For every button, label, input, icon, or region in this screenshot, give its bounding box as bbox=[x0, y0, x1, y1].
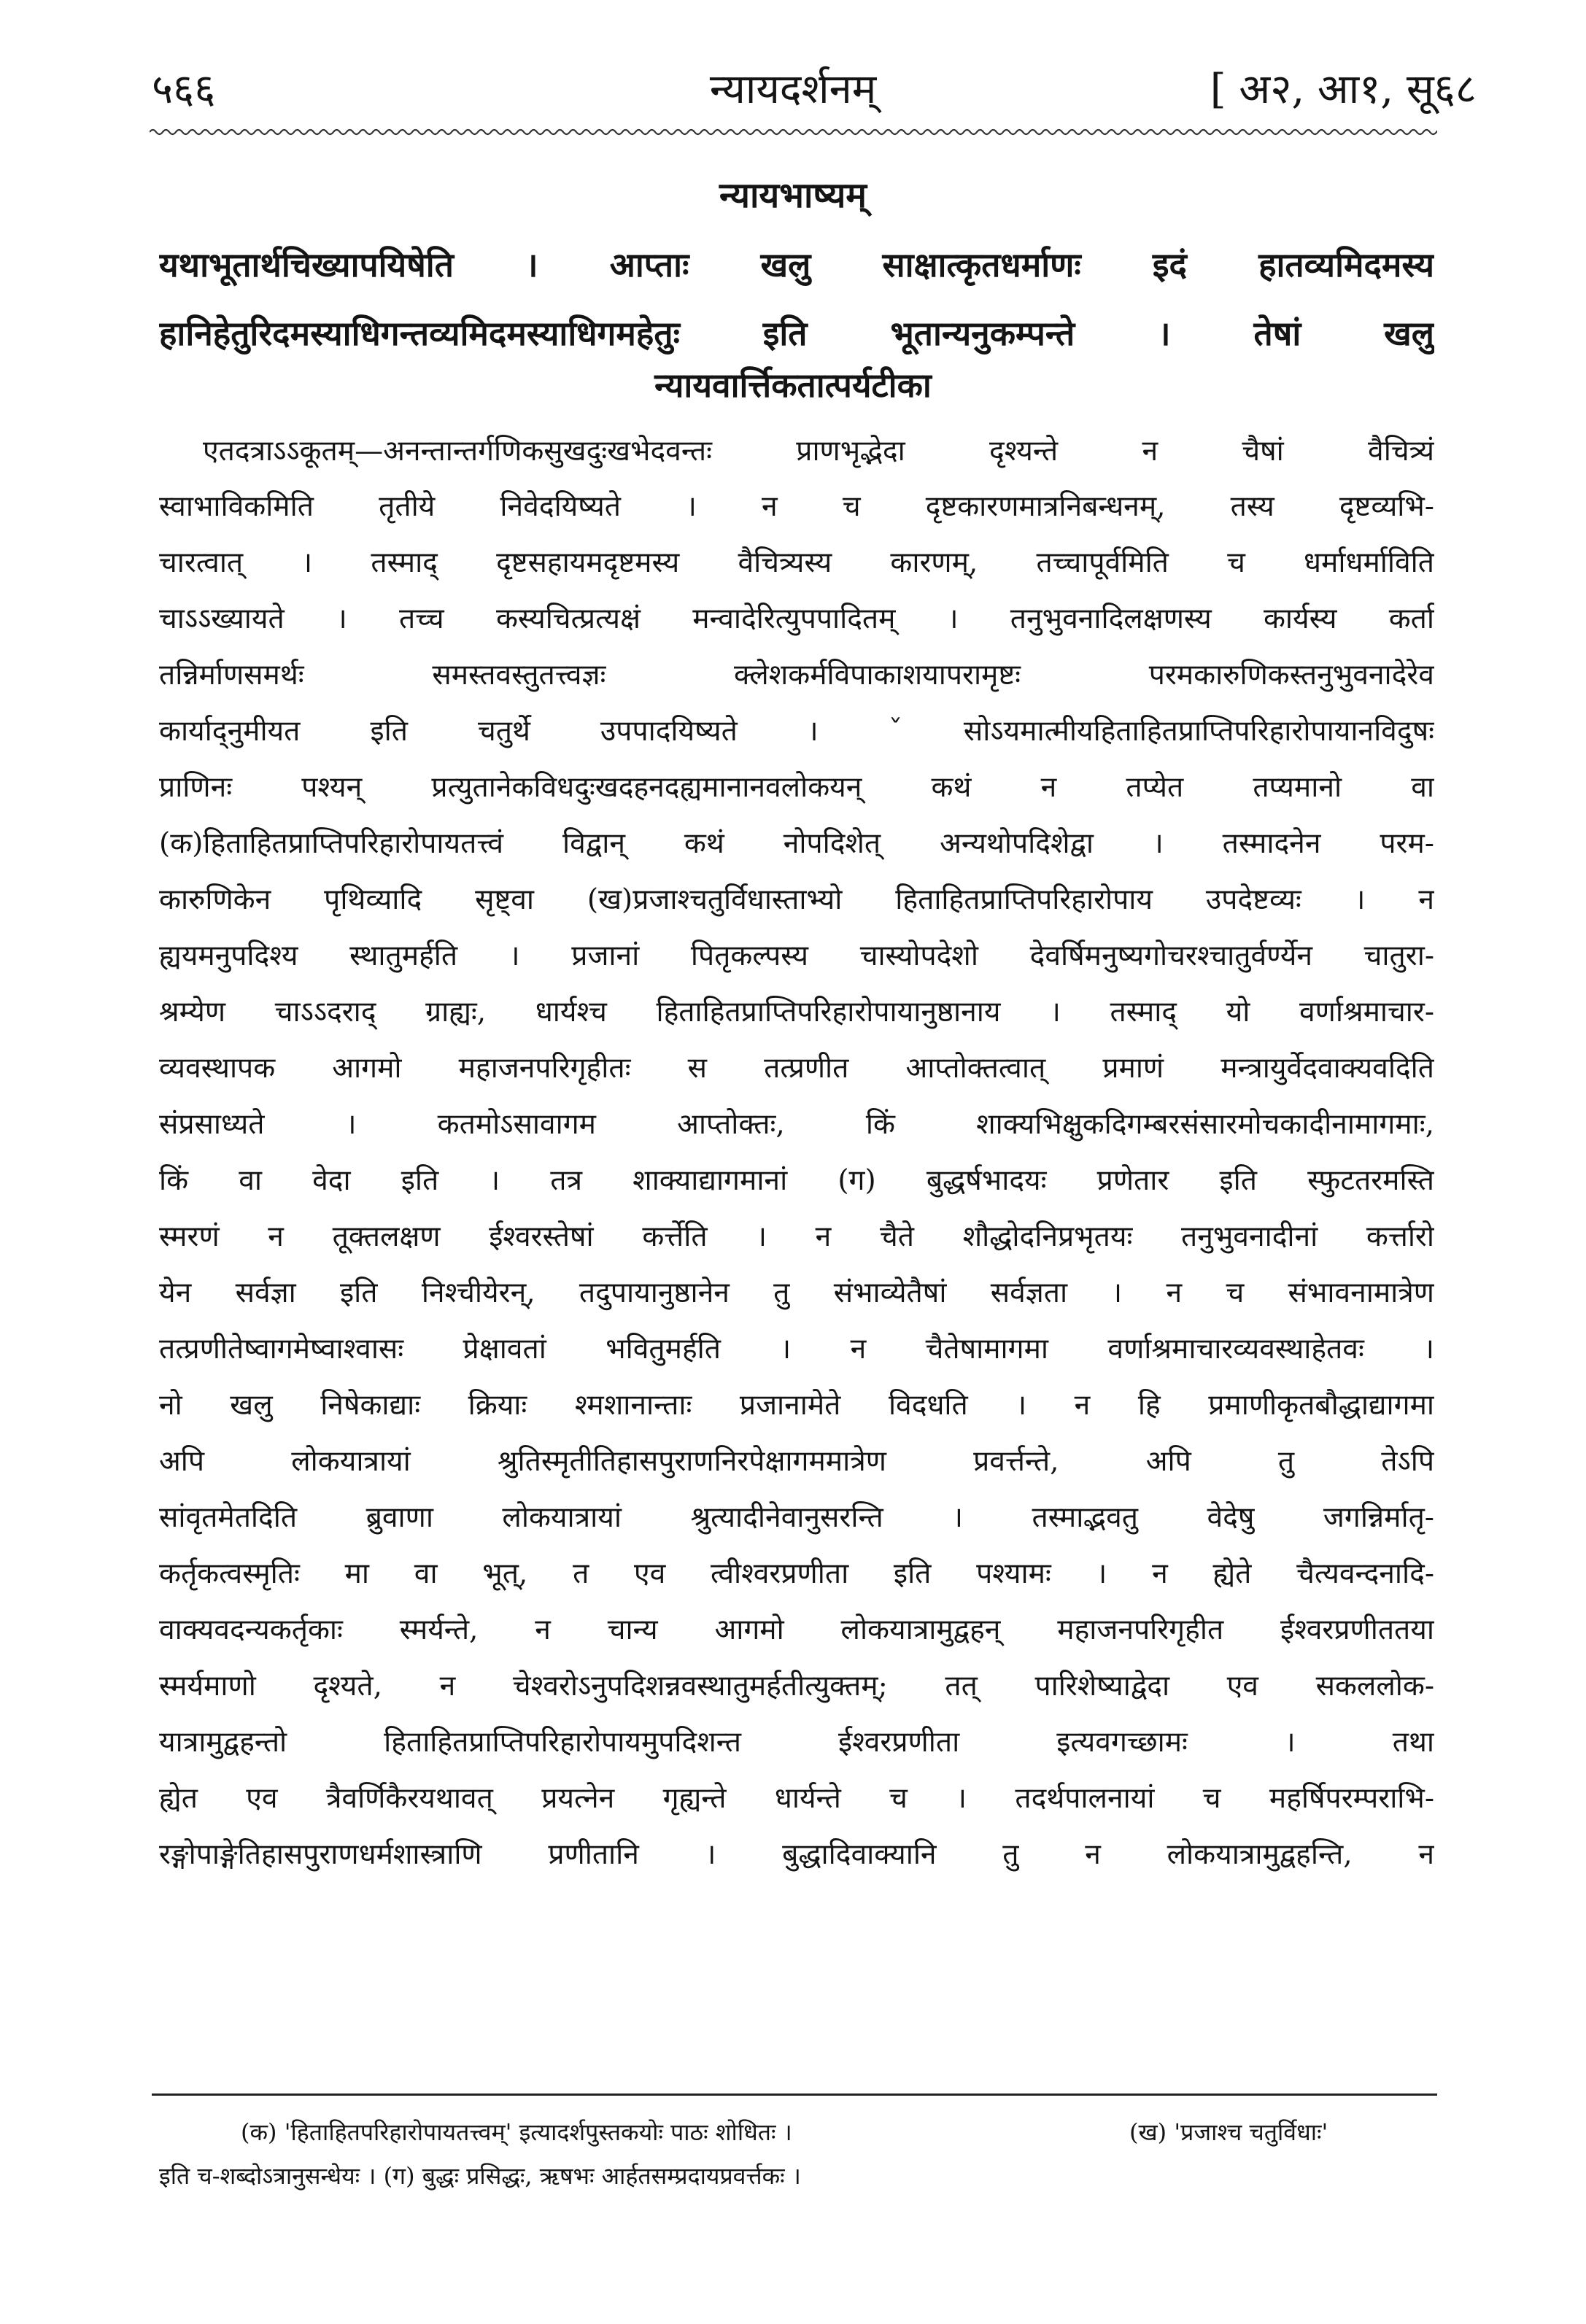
bhashya-line: यथाभूतार्थचिख्यापयिषेति । आप्ताः खलु साक्षात्कृतधर्माणः इदं हातव्यमिदमस्य bbox=[159, 245, 1434, 284]
tika-line: तन्निर्माणसमर्थः समस्तवस्तुतत्त्वज्ञः क्लेशकर्मविपाकाशयापरामृष्टः परमकारुणिकस्तनुभुवनादेरेव bbox=[159, 659, 1434, 692]
tika-line: ह्ययमनुपदिश्य स्थातुमर्हति । प्रजानां पितृकल्पस्य चास्योपदेशो देवर्षिमनुष्यगोचरश्चातुर्वर्ण्येन चातुरा- bbox=[159, 940, 1434, 972]
header-wavy-rule bbox=[150, 125, 1437, 139]
tika-line: कर्तृकत्वस्मृतिः मा वा भूत्, त एव त्वीश्वरप्रणीता इति पश्यामः । न ह्येते चैत्यवन्दनादि- bbox=[159, 1557, 1434, 1590]
tika-line: रङ्गोपाङ्गेतिहासपुराणधर्मशास्त्राणि प्रणीतानि । बुद्धादिवाक्यानि तु न लोकयात्रामुद्वहन्ति, न bbox=[159, 1838, 1434, 1871]
tika-line: ह्येत एव त्रैवर्णिकैरयथावत् प्रयत्नेन गृह्यन्ते धार्यन्ते च । तदर्थपालनायां च महर्षिपरम्पराभि- bbox=[159, 1782, 1434, 1815]
section-reference: [ अ२, आ१, सू६८ bbox=[1210, 66, 1477, 113]
tika-line: स्वाभाविकमिति तृतीये निवेदयिष्यते । न च दृष्टकारणमात्रनिबन्धनम्, तस्य दृष्टव्यभि- bbox=[159, 490, 1434, 523]
tika-line: (क)हिताहितप्राप्तिपरिहारोपायतत्त्वं विद्वान् कथं नोपदिशेत् अन्यथोपदिशेद्वा । तस्मादनेन परम- bbox=[159, 827, 1434, 860]
tika-line: तत्प्रणीतेष्वागमेष्वाश्वासः प्रेक्षावतां भवितुमर्हति । न चैतेषामागमा वर्णाश्रमाचारव्यवस्थाहेतवः । bbox=[159, 1333, 1434, 1366]
tika-line: नो खलु निषेकाद्याः क्रियाः श्मशानान्ताः प्रजानामेते विदधति । न हि प्रमाणीकृतबौद्धाद्यागमा bbox=[159, 1389, 1434, 1422]
tika-line: चारत्वात् । तस्माद् दृष्टसहायमदृष्टमस्य वैचित्र्यस्य कारणम्, तच्चापूर्वमिति च धर्माधर्माविति bbox=[159, 546, 1434, 579]
tika-line: व्यवस्थापक आगमो महाजनपरिगृहीतः स तत्प्रणीत आप्तोक्तत्वात् प्रमाणं मन्त्रायुर्वेदवाक्यवदिति bbox=[159, 1052, 1434, 1085]
footnote-kha: (ख) 'प्रजाश्च चतुर्विधाः' bbox=[1129, 2118, 1328, 2146]
tika-line: यात्रामुद्वहन्तो हिताहितप्राप्तिपरिहारोपायमुपदिशन्त ईश्वरप्रणीता इत्यवगच्छामः । तथा bbox=[159, 1726, 1434, 1759]
footnote-ka: (क) 'हिताहितपरिहारोपायतत्त्वम्' इत्यादर्शपुस्तकयोः पाठः शोधितः । bbox=[241, 2118, 792, 2146]
tika-line: संप्रसाध्यते । कतमोऽसावागम आप्तोक्तः, किं शाक्यभिक्षुकदिगम्बरसंसारमोचकादीनामागमाः, bbox=[159, 1108, 1434, 1141]
bhashya-heading: न्यायभाष्यम् bbox=[719, 175, 867, 216]
tika-line: कार्याद्नुमीयत इति चतुर्थे उपपादयिष्यते । ˇसोऽयमात्मीयहिताहितप्राप्तिपरिहारोपायानविदुषः bbox=[159, 715, 1434, 748]
page-number: ५६६ bbox=[152, 66, 216, 113]
tika-line: अपि लोकयात्रायां श्रुतिस्मृतीतिहासपुराणनिरपेक्षागममात्रेण प्रवर्त्तन्ते, अपि तु तेऽपि bbox=[159, 1445, 1434, 1478]
tika-line: सांवृतमेतदिति ब्रुवाणा लोकयात्रायां श्रुत्यादीनेवानुसरन्ति । तस्माद्भवतु वेदेषु जगन्निर्मातृ- bbox=[159, 1501, 1434, 1534]
tika-line: कारुणिकेन पृथिव्यादि सृष्ट्वा (ख)प्रजाश्चतुर्विधास्ताभ्यो हिताहितप्राप्तिपरिहारोपाय उपदेष्टव्यः । न bbox=[159, 883, 1434, 916]
tika-line: किं वा वेदा इति । तत्र शाक्याद्यागमानां (ग) बुद्धर्षभादयः प्रणेतार इति स्फुटतरमस्ति bbox=[159, 1164, 1434, 1197]
footnote-rule bbox=[152, 2093, 1437, 2096]
tika-line: प्राणिनः पश्यन् प्रत्युतानेकविधदुःखदहनदह्यमानानवलोकयन् कथं न तप्येत तप्यमानो वा bbox=[159, 771, 1434, 804]
tika-line: येन सर्वज्ञा इति निश्चीयेरन्, तदुपायानुष्ठानेन तु संभाव्येतैषां सर्वज्ञता । न च संभावनामात्रेण bbox=[159, 1277, 1434, 1309]
tika-line: श्रम्येण चाऽऽदराद् ग्राह्यः, धार्यश्च हिताहितप्राप्तिपरिहारोपायानुष्ठानाय । तस्माद् यो वर्णाश्रमाचार- bbox=[159, 996, 1434, 1029]
tika-line: स्मर्यमाणो दृश्यते, न चेश्वरोऽनुपदिशन्नवस्थातुमर्हतीत्युक्तम्; तत् पारिशेष्याद्वेदा एव सकललोक- bbox=[159, 1670, 1434, 1703]
tika-line: एतदत्राऽऽकूतम्—अनन्तान्तर्गणिकसुखदुःखभेदवन्तः प्राणभृद्भेदा दृश्यन्ते न चैषां वैचित्र्यं bbox=[203, 435, 1434, 468]
tika-line: स्मरणं न तूक्तलक्षण ईश्वरस्तेषां कर्त्तेति । न चैते शौद्धोदनिप्रभृतयः तनुभुवनादीनां कर्त्तारो bbox=[159, 1220, 1434, 1253]
tika-line: चाऽऽख्यायते । तच्च कस्यचित्प्रत्यक्षं मन्वादेरित्युपपादितम् । तनुभुवनादिलक्षणस्य कार्यस्य कर्ता bbox=[159, 603, 1434, 635]
tika-line: वाक्यवदन्यकर्तृकाः स्मर्यन्ते, न चान्य आगमो लोकयात्रामुद्वहन् महाजनपरिगृहीत ईश्वरप्रणीततया bbox=[159, 1614, 1434, 1646]
footnote-continuation: इति च-शब्दोऽत्रानुसन्धेयः । (ग) बुद्धः प्रसिद्धः, ऋषभः आर्हतसम्प्रदायप्रवर्त्तकः । bbox=[159, 2162, 801, 2190]
bhashya-line: हानिहेतुरिदमस्याधिगन्तव्यमिदमस्याधिगमहेतुः इति भूतान्यनुकम्पन्ते । तेषां खलु bbox=[159, 314, 1434, 353]
running-title: न्यायदर्शनम् bbox=[709, 66, 877, 113]
tika-heading: न्यायवार्त्तिकतात्पर्यटीका bbox=[654, 365, 932, 405]
